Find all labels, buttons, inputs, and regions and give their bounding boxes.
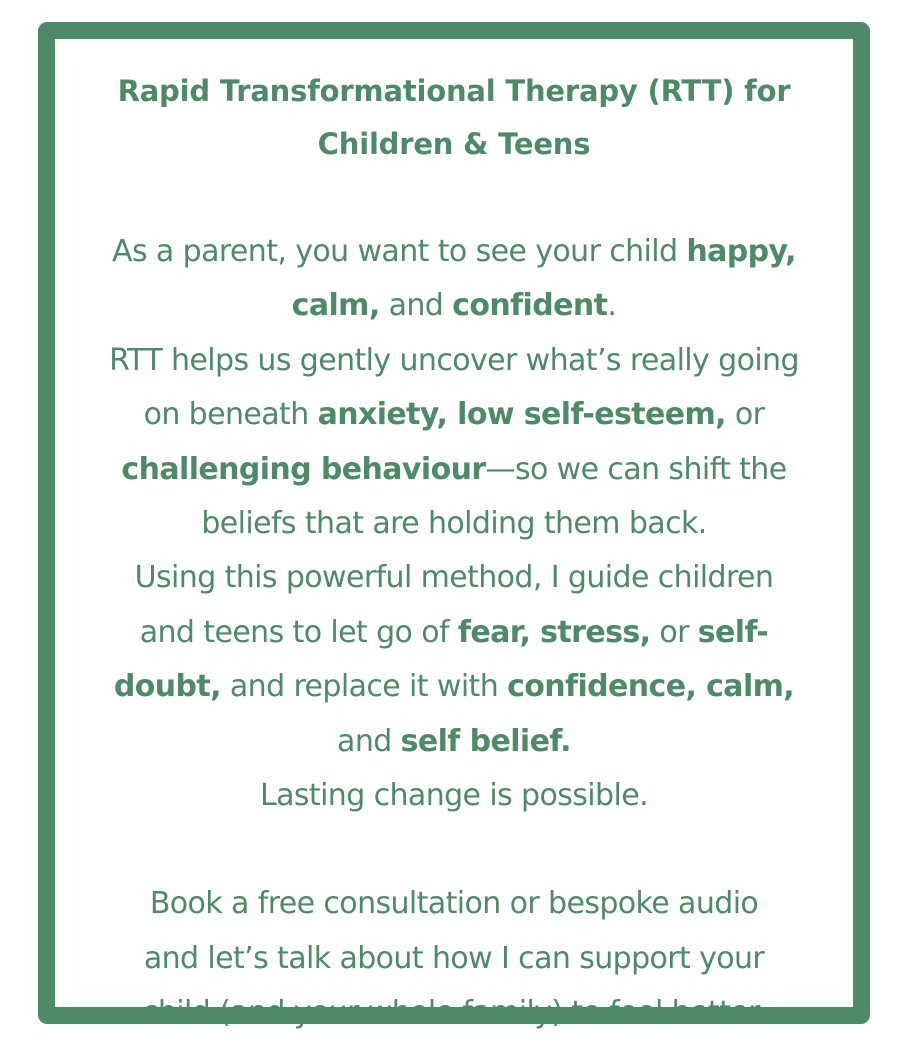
spacer xyxy=(55,823,853,877)
rtt-emphasis: anxiety, low self-esteem, xyxy=(317,397,726,433)
intro-text: and xyxy=(379,288,453,324)
intro-paragraph xyxy=(55,225,853,334)
method-text: and replace it with xyxy=(220,669,508,705)
rtt-text: on beneath xyxy=(143,397,318,433)
lasting-change-line: Lasting change is possible. xyxy=(259,778,649,814)
page-title xyxy=(55,65,853,171)
intro-emphasis: calm, xyxy=(291,288,380,324)
intro-emphasis: happy, xyxy=(686,234,796,269)
title-line-1: Rapid Transformational Therapy (RTT) for xyxy=(117,74,791,108)
spacer xyxy=(55,171,853,225)
intro-emphasis: confident xyxy=(452,288,608,324)
cta-line-1: Book a free consultation or bespoke audio xyxy=(149,886,759,922)
method-paragraph xyxy=(55,551,853,769)
method-emphasis: fear, stress, xyxy=(457,614,651,650)
rtt-text: beliefs that are holding them back. xyxy=(201,506,707,542)
method-text: or xyxy=(650,614,698,650)
rtt-paragraph xyxy=(55,334,853,552)
bordered-card xyxy=(38,22,870,1031)
card-content xyxy=(55,39,853,1031)
method-text: and teens to let go of xyxy=(139,614,458,650)
rtt-text: —so we can shift the xyxy=(485,451,787,487)
cta-line-2: and let’s talk about how I can support your xyxy=(143,940,765,976)
method-emphasis: self belief. xyxy=(400,723,571,759)
rtt-emphasis: challenging behaviour xyxy=(121,451,486,487)
rtt-text: RTT helps us gently uncover what’s really going xyxy=(109,342,799,378)
intro-text: . xyxy=(607,288,617,324)
method-emphasis: confidence, calm, xyxy=(507,669,795,705)
rtt-text: or xyxy=(725,397,765,433)
cta-line-3: child (and your whole family) to feel better. xyxy=(141,995,767,1031)
method-emphasis: doubt, xyxy=(113,669,221,705)
method-emphasis: self- xyxy=(697,614,769,650)
intro-text: As a parent, you want to see your child xyxy=(112,234,687,269)
method-text: and xyxy=(337,723,401,759)
cta-paragraph xyxy=(55,877,853,1040)
title-line-2: Children & Teens xyxy=(317,127,591,161)
method-text: Using this powerful method, I guide children xyxy=(134,560,774,596)
